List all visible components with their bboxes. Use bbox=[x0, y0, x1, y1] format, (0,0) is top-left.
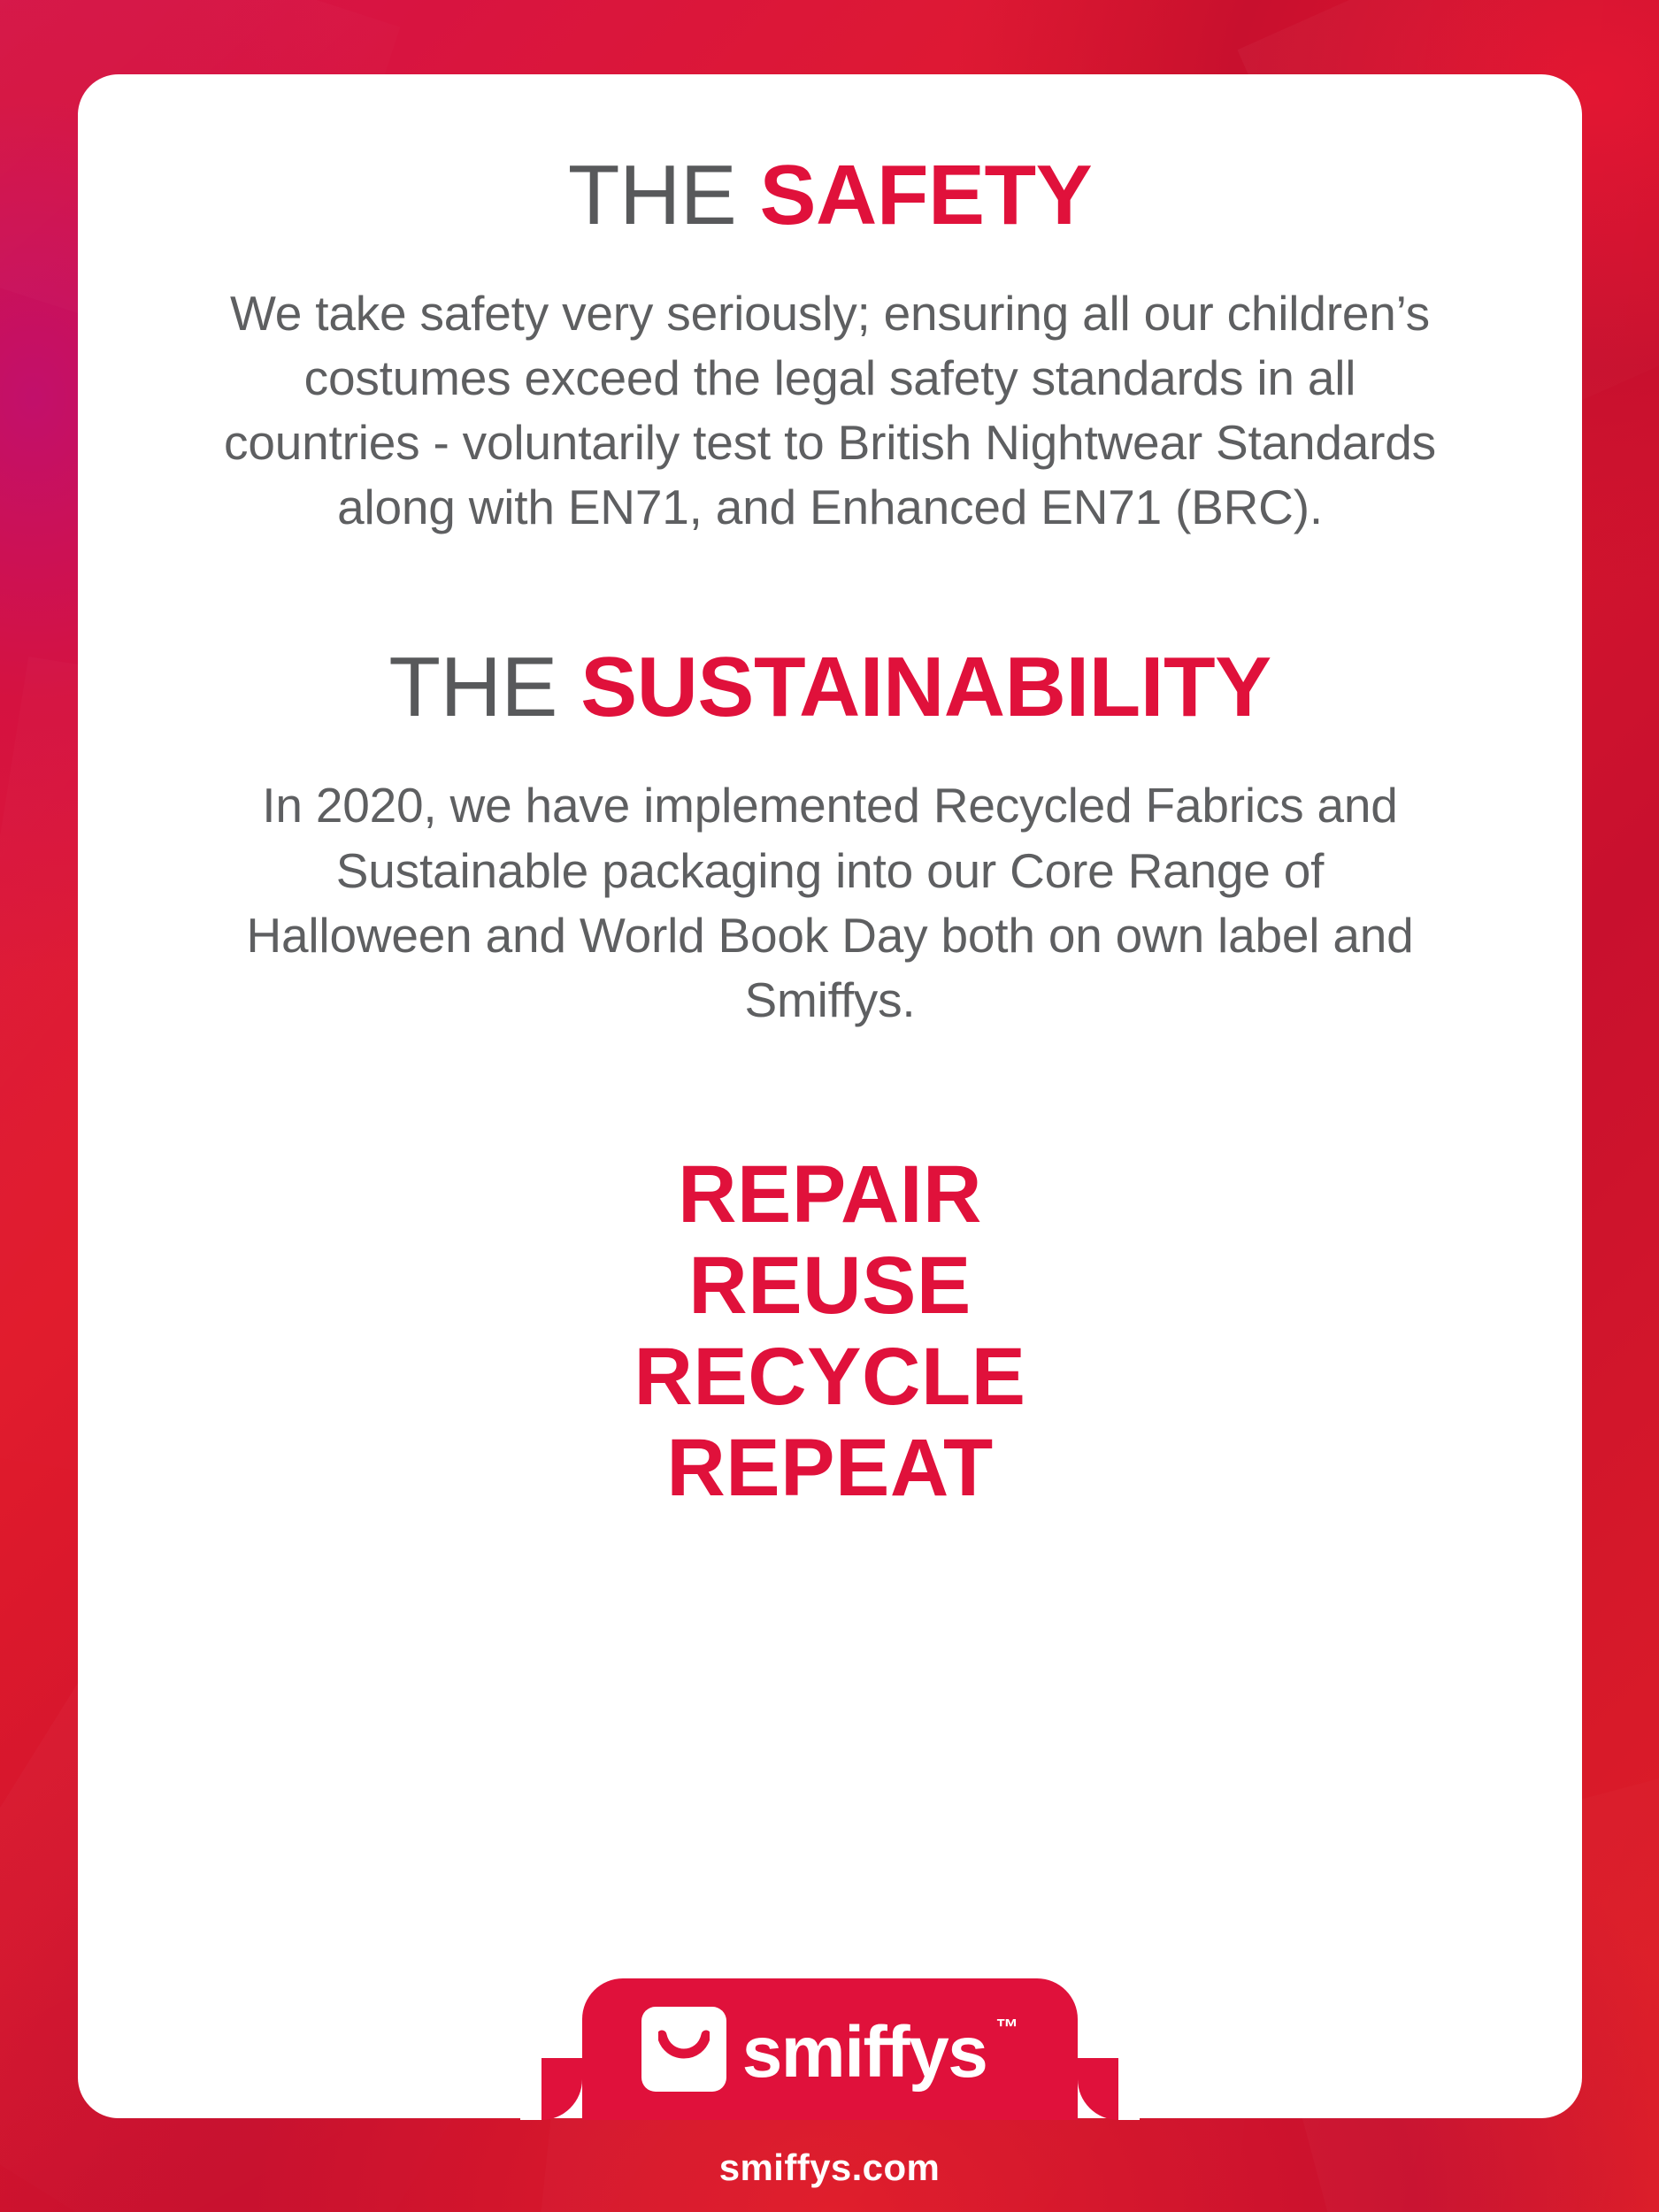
sustainability-heading bbox=[163, 540, 1497, 735]
sustainability-heading-prefix: THE bbox=[388, 640, 581, 735]
website-url[interactable]: smiffys.com bbox=[718, 2147, 941, 2188]
safety-heading bbox=[163, 74, 1497, 242]
safety-body-text: We take safety very seriously; ensuring all our children’s costumes exceed the legal safety standards in all countries - voluntarily test to British Nightwear Standards along with EN71, and Enhanced EN71 (BRC). bbox=[224, 285, 1436, 535]
sustainability-heading-highlight: SUSTAINABILITY bbox=[580, 640, 1271, 735]
content-card bbox=[78, 74, 1582, 2118]
safety-heading-highlight: SAFETY bbox=[759, 148, 1093, 242]
trademark-symbol: ™ bbox=[995, 2014, 1019, 2040]
brand-logo-tab bbox=[582, 1978, 1078, 2120]
slogan-line: REPAIR bbox=[678, 1148, 982, 1240]
sustainability-body-text: In 2020, we have implemented Recycled Fabrics and Sustainable packaging into our Core Range of Halloween and World Book Day both on own label and Smiffys. bbox=[246, 778, 1414, 1027]
safety-heading-prefix: THE bbox=[567, 148, 760, 242]
brand-logo bbox=[641, 2007, 1019, 2092]
slogan-line: REPEAT bbox=[666, 1423, 994, 1514]
slogan-line: RECYCLE bbox=[634, 1332, 1026, 1422]
slogan-line: REUSE bbox=[688, 1240, 972, 1331]
slogan-block bbox=[163, 1149, 1497, 1514]
smile-mark-icon bbox=[641, 2007, 726, 2092]
brand-wordmark: smiffys bbox=[741, 2012, 987, 2093]
